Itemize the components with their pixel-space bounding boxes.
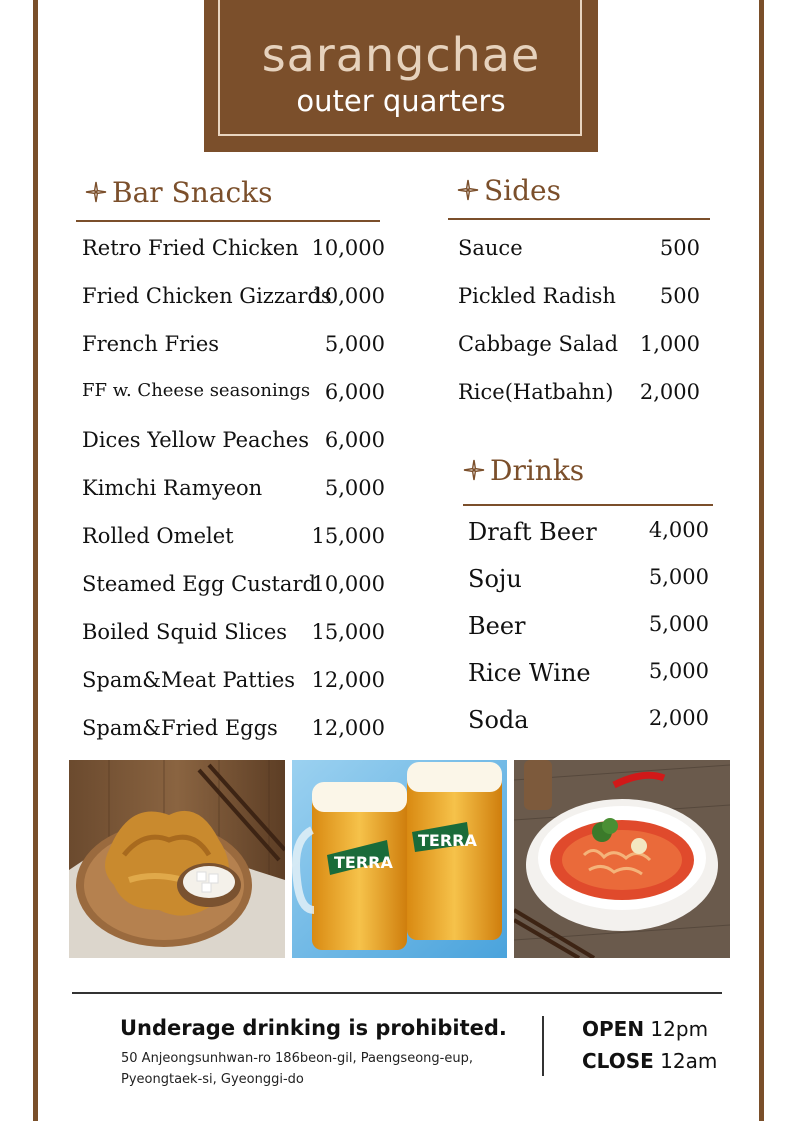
drinks-item-name: Draft Beer: [468, 518, 597, 546]
bar-snacks-title: Bar Snacks: [112, 176, 273, 209]
bar_snacks-item-price: 5,000: [324, 476, 385, 500]
brand-subtitle: outer quarters: [296, 84, 506, 118]
bar_snacks-item-name: Steamed Egg Custard: [82, 572, 316, 596]
drinks-item-price: 4,000: [648, 518, 709, 542]
bar_snacks-item-name: Spam&Meat Patties: [82, 668, 296, 692]
drinks-item-price: 5,000: [648, 565, 709, 589]
sparkle-icon: [462, 458, 486, 482]
kimchi-ramyeon-photo: [514, 760, 730, 958]
sides-item-price: 500: [659, 236, 700, 260]
sides-rule: [448, 218, 710, 220]
terra-text-left: TERRA: [334, 853, 393, 872]
close-label: CLOSE: [582, 1049, 654, 1073]
bar_snacks-item-name: FF w. Cheese seasonings: [82, 380, 311, 401]
logo-banner: [204, 0, 598, 152]
close-hours: [582, 1049, 717, 1073]
drinks-item-name: Soda: [468, 706, 529, 734]
sides-item-name: Sauce: [458, 236, 523, 260]
drinks-item-name: Rice Wine: [468, 659, 591, 687]
sides-item-name: Cabbage Salad: [458, 332, 619, 356]
sides-item-name: Pickled Radish: [458, 284, 616, 308]
bar_snacks-item-price: 10,000: [311, 236, 385, 260]
sides-item-name: Rice(Hatbahn): [458, 380, 614, 404]
brand-name: sarangchae: [261, 28, 541, 82]
bar_snacks-item-name: Retro Fried Chicken: [82, 236, 299, 260]
underage-warning: Underage drinking is prohibited.: [120, 1016, 507, 1040]
bar_snacks-item-price: 12,000: [311, 716, 385, 740]
open-time: 12pm: [650, 1017, 709, 1041]
bar_snacks-item-price: 15,000: [311, 524, 385, 548]
bar_snacks-item-price: 12,000: [311, 668, 385, 692]
sparkle-icon: [456, 178, 480, 202]
bar_snacks-item-name: Rolled Omelet: [82, 524, 234, 548]
beer-glasses-photo: [292, 760, 507, 958]
left-border-line: [33, 0, 38, 1121]
sides-heading: [456, 174, 561, 207]
drinks-item-name: Soju: [468, 565, 522, 593]
bar_snacks-item-name: Fried Chicken Gizzards: [82, 284, 332, 308]
drinks-item-price: 2,000: [648, 706, 709, 730]
address: [121, 1048, 531, 1090]
sides-item-price: 1,000: [639, 332, 700, 356]
bar_snacks-item-name: French Fries: [82, 332, 220, 356]
drinks-item-price: 5,000: [648, 659, 709, 683]
bar_snacks-item-price: 15,000: [311, 620, 385, 644]
drinks-heading: [462, 454, 584, 487]
bar_snacks-item-name: Dices Yellow Peaches: [82, 428, 310, 452]
bar_snacks-item-price: 10,000: [311, 284, 385, 308]
address-line-2: Pyeongtaek-si, Gyeonggi-do: [121, 1072, 304, 1087]
drinks-item-name: Beer: [468, 612, 526, 640]
drinks-rule: [463, 504, 713, 506]
sides-item-price: 500: [659, 284, 700, 308]
sides-title: Sides: [484, 174, 561, 207]
bar_snacks-item-name: Kimchi Ramyeon: [82, 476, 263, 500]
fried-chicken-photo: [69, 760, 285, 958]
open-hours: [582, 1017, 708, 1041]
footer-divider: [72, 992, 722, 994]
bar_snacks-item-name: Boiled Squid Slices: [82, 620, 288, 644]
bar-snacks-rule: [76, 220, 380, 222]
drinks-title: Drinks: [490, 454, 585, 487]
sides-item-price: 2,000: [639, 380, 700, 404]
footer-vertical-divider: [542, 1016, 544, 1076]
bar_snacks-item-price: 6,000: [324, 428, 385, 452]
open-label: OPEN: [582, 1017, 645, 1041]
right-border-line: [759, 0, 764, 1121]
terra-text-right: TERRA: [418, 831, 477, 850]
address-line-1: 50 Anjeongsunhwan-ro 186beon-gil, Paengseong-eup,: [121, 1051, 473, 1066]
bar-snacks-heading: [84, 176, 272, 209]
bar_snacks-item-price: 6,000: [324, 380, 385, 404]
drinks-item-price: 5,000: [648, 612, 709, 636]
sparkle-icon: [84, 180, 108, 204]
bar_snacks-item-price: 5,000: [324, 332, 385, 356]
bar_snacks-item-name: Spam&Fried Eggs: [82, 716, 278, 740]
close-time: 12am: [660, 1049, 718, 1073]
bar_snacks-item-price: 10,000: [311, 572, 385, 596]
